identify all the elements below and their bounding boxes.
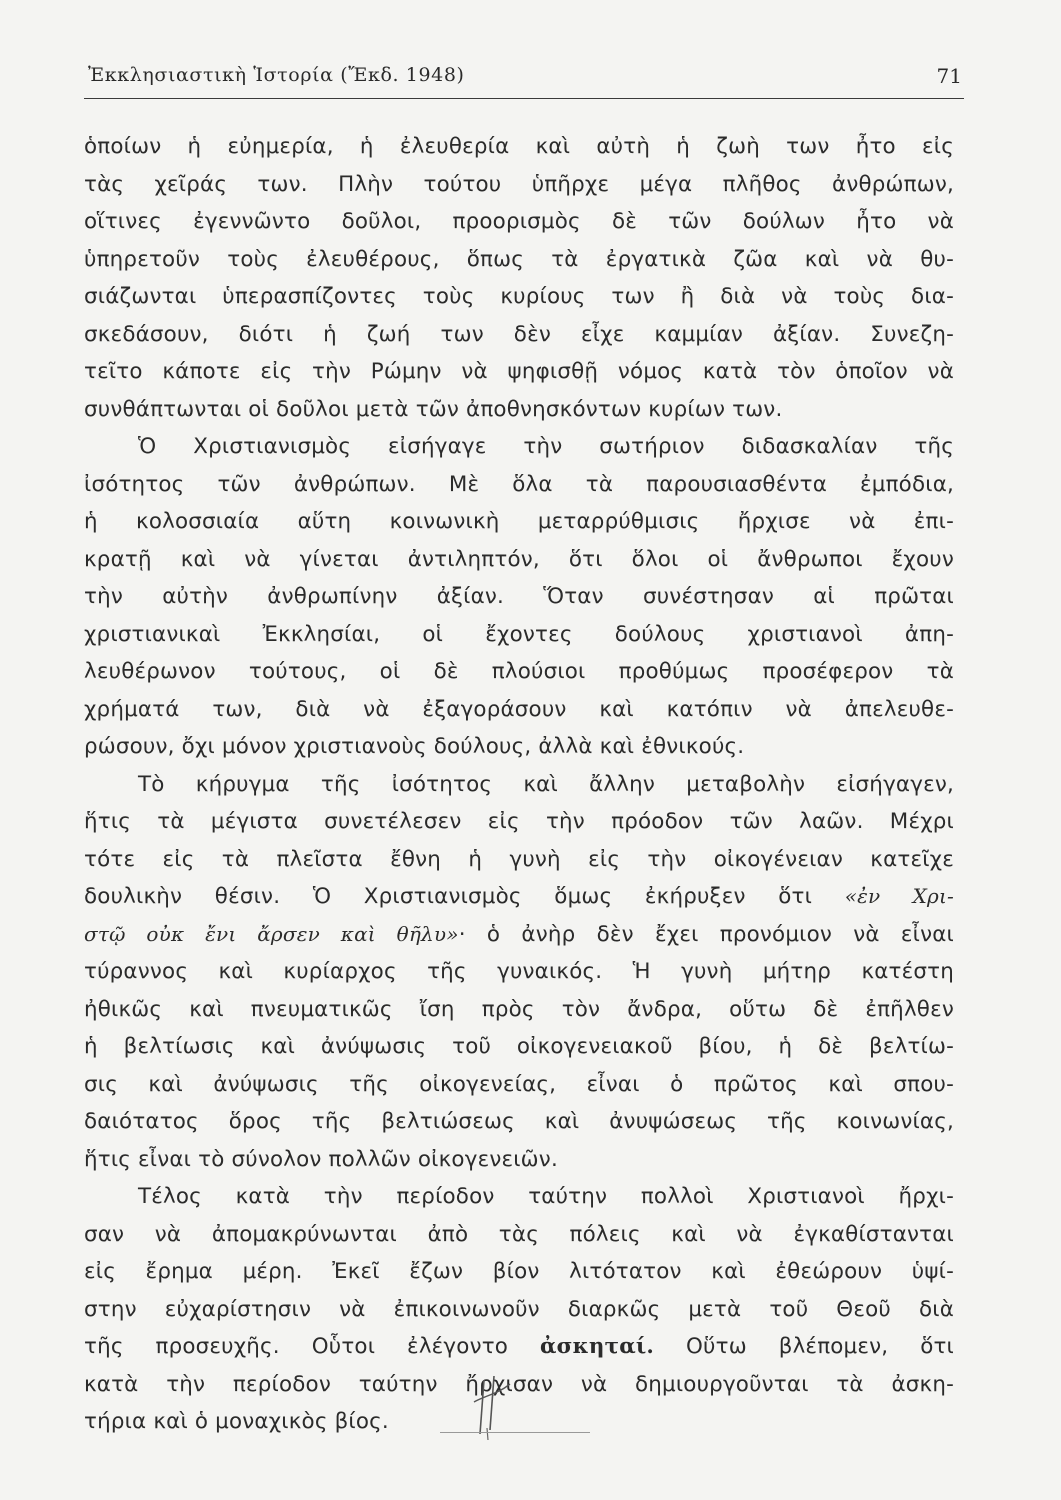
- text-line: τύραννος καὶ κυρίαρχος τῆς γυναικός. Ἡ γυνὴ μήτηρ κατέστη: [84, 959, 954, 984]
- text-line: ἡ κολοσσιαία αὕτη κοινωνικὴ μεταρρύθμισις ἤρχισε νὰ ἐπι-: [84, 509, 954, 534]
- text-segment: δουλικὴν θέσιν. Ὁ Χριστιανισμὸς ὅμως ἐκήρυξεν ὅτι: [84, 884, 845, 909]
- body-text: [84, 128, 954, 1441]
- text-segment: Οὕτω βλέπομεν, ὅτι: [654, 1334, 954, 1359]
- paragraph-first-line: Ὁ Χριστιανισμὸς εἰσήγαγε τὴν σωτήριον διδασκαλίαν τῆς: [138, 434, 954, 459]
- text-line: λευθέρωνον τούτους, οἱ δὲ πλούσιοι προθύμως προσέφερον τὰ: [84, 659, 954, 684]
- text-line: ἰσότητος τῶν ἀνθρώπων. Μὲ ὅλα τὰ παρουσιασθέντα ἐμπόδια,: [84, 471, 954, 497]
- text-line: ἡ βελτίωσις καὶ ἀνύψωσις τοῦ οἰκογενειακοῦ βίου, ἡ δὲ βελτίω-: [84, 1034, 954, 1059]
- text-line: συνθάπτωνται οἱ δοῦλοι μετὰ τῶν ἀποθνησκόντων κυρίων των.: [84, 396, 783, 422]
- text-line: χρήματά των, διὰ νὰ ἐξαγοράσουν καὶ κατόπιν νὰ ἀπελευθε-: [84, 696, 954, 722]
- text-line: σιάζωνται ὑπερασπίζοντες τοὺς κυρίους των ἢ διὰ νὰ τοὺς δια-: [84, 284, 954, 309]
- emphasized-term: ἀσκηταί.: [540, 1334, 655, 1359]
- text-line: τὴν αὐτὴν ἀνθρωπίνην ἀξίαν. Ὅταν συνέστησαν αἱ πρῶται: [84, 584, 954, 609]
- text-line: τεῖτο κάποτε εἰς τὴν Ρώμην νὰ ψηφισθῇ νόμος κατὰ τὸν ὁποῖον νὰ: [84, 359, 954, 384]
- text-line: οἵτινες ἐγεννῶντο δοῦλοι, προορισμὸς δὲ τῶν δούλων ἦτο νὰ: [84, 209, 954, 234]
- text-line: σκεδάσουν, διότι ἡ ζωή των δὲν εἶχε καμμίαν ἀξίαν. Συνεζη-: [84, 321, 954, 347]
- text-line: δαιότατος ὅρος τῆς βελτιώσεως καὶ ἀνυψώσεως τῆς κοινωνίας,: [84, 1109, 954, 1134]
- text-segment: τῆς προσευχῆς. Οὗτοι ἐλέγοντο: [84, 1334, 541, 1359]
- text-line: χριστιανικαὶ Ἐκκλησίαι, οἱ ἔχοντες δούλους χριστιανοὶ ἀπη-: [84, 621, 954, 647]
- text-line: ὁποίων ἡ εὐημερία, ἡ ἐλευθερία καὶ αὐτὴ ἡ ζωὴ των ἦτο εἰς: [84, 134, 954, 159]
- footer-divider: [440, 1432, 590, 1433]
- paragraph-first-line: Τέλος κατὰ τὴν περίοδον ταύτην πολλοὶ Χριστιανοὶ ἤρχι-: [138, 1184, 954, 1209]
- scripture-quote: στῷ οὐκ ἔνι ἄρσεν καὶ θῆλυ»: [84, 921, 459, 946]
- text-line: στην εὐχαρίστησιν νὰ ἐπικοινωνοῦν διαρκῶς μετὰ τοῦ Θεοῦ διὰ: [84, 1296, 954, 1322]
- scripture-quote: «ἐν Χρι-: [844, 884, 955, 908]
- text-line: σις καὶ ἀνύψωσις τῆς οἰκογενείας, εἶναι ὁ πρῶτος καὶ σπου-: [84, 1071, 954, 1097]
- paragraph-first-line: Τὸ κήρυγμα τῆς ἰσότητος καὶ ἄλλην μεταβολὴν εἰσήγαγεν,: [138, 771, 954, 797]
- text-line: ὑπηρετοῦν τοὺς ἐλευθέρους, ὅπως τὰ ἐργατικὰ ζῶα καὶ νὰ θυ-: [84, 246, 954, 272]
- text-line: ἠθικῶς καὶ πνευματικῶς ἴση πρὸς τὸν ἄνδρα, οὕτω δὲ ἐπῆλθεν: [84, 996, 954, 1022]
- text-line: ἥτις εἶναι τὸ σύνολον πολλῶν οἰκογενειῶν.: [84, 1146, 558, 1172]
- text-line: [84, 1328, 954, 1366]
- text-line: σαν νὰ ἀπομακρύνωνται ἀπὸ τὰς πόλεις καὶ νὰ ἐγκαθίστανται: [84, 1221, 954, 1247]
- text-line: [84, 878, 954, 916]
- text-line: τὰς χεῖράς των. Πλὴν τούτου ὑπῆρχε μέγα πλῆθος ἀνθρώπων,: [84, 171, 954, 197]
- running-header: [84, 58, 964, 99]
- text-segment: · ὁ ἀνὴρ δὲν ἔχει προνόμιον νὰ εἶναι: [458, 921, 954, 947]
- text-line: κατὰ τὴν περίοδον ταύτην ἤρχισαν νὰ δημιουργοῦνται τὰ ἀσκη-: [84, 1371, 954, 1397]
- text-line: ρώσουν, ὄχι μόνον χριστιανοὺς δούλους, ἀλλὰ καὶ ἐθνικούς.: [84, 734, 745, 759]
- text-line: εἰς ἔρημα μέρη. Ἐκεῖ ἔζων βίον λιτότατον καὶ ἐθεώρουν ὑψί-: [84, 1259, 954, 1284]
- text-line: τότε εἰς τὰ πλεῖστα ἔθνη ἡ γυνὴ εἰς τὴν οἰκογένειαν κατεῖχε: [84, 846, 954, 872]
- text-line: ἥτις τὰ μέγιστα συνετέλεσεν εἰς τὴν πρόοδον τῶν λαῶν. Μέχρι: [84, 809, 954, 834]
- page-number: 71: [936, 64, 962, 88]
- text-line: κρατῇ καὶ νὰ γίνεται ἀντιληπτόν, ὅτι ὅλοι οἱ ἄνθρωποι ἔχουν: [84, 546, 954, 572]
- header-title: Ἐκκλησιαστικὴ Ἱστορία (Ἔκδ. 1948): [88, 64, 465, 86]
- text-line: [84, 916, 954, 954]
- text-line: τήρια καὶ ὁ μοναχικὸς βίος.: [84, 1409, 389, 1434]
